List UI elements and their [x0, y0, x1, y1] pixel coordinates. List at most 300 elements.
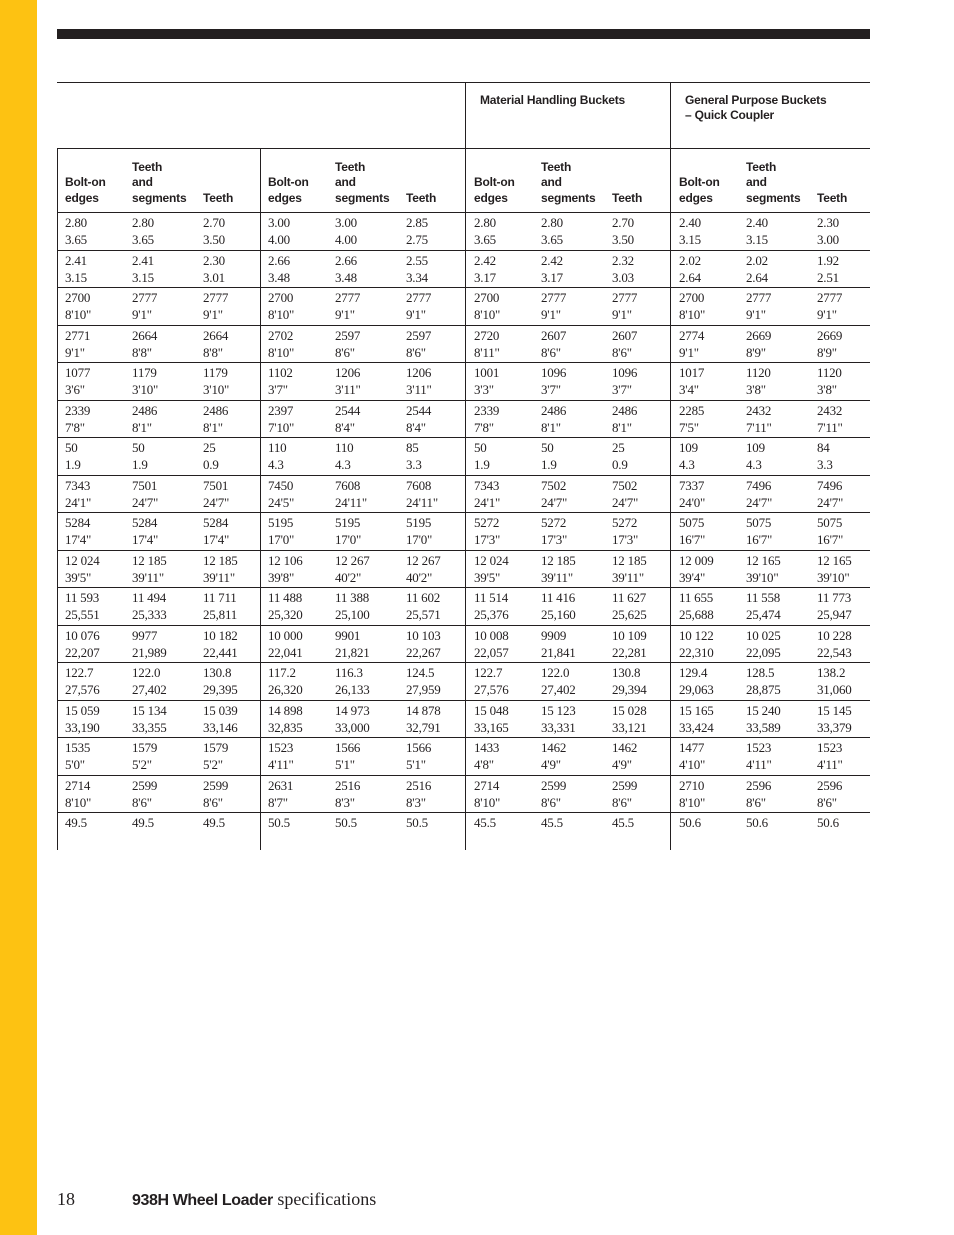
cell-value: 16'7": [679, 532, 706, 547]
divider-2-3-upper: [465, 83, 466, 148]
cell-value: 9'1": [132, 307, 152, 322]
cell-value: 5284: [65, 515, 91, 530]
cell-value: 22,441: [203, 644, 238, 660]
cell-value: 3'6": [65, 382, 85, 397]
cell-value: 5'1": [406, 757, 426, 772]
cell-value: 3'7": [612, 382, 632, 397]
table-cell: [746, 739, 772, 773]
cell-value: 3.48: [268, 269, 290, 285]
cell-value: 3.01: [203, 269, 225, 285]
cell-value: 5272: [612, 515, 638, 530]
row-separator: [57, 587, 870, 588]
table-cell: [268, 252, 290, 286]
cell-value: 33,589: [746, 719, 781, 735]
cell-value: 2.30: [203, 252, 225, 268]
table-cell: [541, 364, 566, 398]
cell-value: 39'10": [817, 569, 850, 585]
cell-value: 12 185: [541, 552, 576, 568]
cell-value: 7501: [203, 477, 229, 493]
cell-value: 2599: [612, 777, 638, 793]
table-cell: [679, 289, 705, 323]
cell-value: 22,057: [474, 644, 509, 660]
cell-value: 22,267: [406, 644, 441, 660]
cell-value: 12 185: [612, 552, 647, 568]
cell-value: 33,146: [203, 719, 238, 735]
cell-value: 25: [612, 440, 625, 455]
cell-value: 10 109: [612, 627, 647, 643]
cell-value: 7501: [132, 477, 158, 493]
cell-value: 2607: [612, 327, 638, 343]
table-cell: [746, 514, 772, 548]
cell-value: 1523: [746, 740, 772, 755]
table-cell: [268, 402, 294, 436]
cell-value: 2285: [679, 402, 705, 418]
table-cell: [406, 289, 431, 323]
cell-value: 8'4": [335, 419, 355, 435]
cell-value: 2.41: [132, 252, 154, 268]
cell-value: 1477: [679, 740, 705, 755]
column-header-line: and: [132, 175, 153, 189]
cell-value: 1206: [406, 365, 432, 380]
cell-value: 24'7": [612, 494, 639, 510]
table-cell: [268, 702, 303, 736]
cell-value: 24'11": [335, 494, 367, 510]
group-header-rule: [57, 148, 870, 149]
row-separator: [57, 287, 870, 288]
cell-value: 29,395: [203, 682, 238, 697]
table-cell: [474, 214, 496, 248]
table-cell: [203, 214, 225, 248]
cell-value: 1.92: [817, 252, 839, 268]
cell-value: 4.00: [268, 232, 290, 247]
cell-value: 2486: [203, 402, 229, 418]
cell-value: 8'8": [132, 344, 152, 360]
table-cell: [746, 214, 768, 248]
cell-value: 11 416: [541, 590, 576, 605]
cell-value: 2710: [679, 777, 705, 793]
table-cell: [132, 214, 154, 248]
column-header-line: and: [746, 175, 767, 189]
cell-value: 2669: [746, 327, 772, 343]
table-cell: [268, 777, 293, 811]
cell-value: 3.15: [679, 232, 701, 247]
cell-value: 45.5: [541, 815, 563, 830]
cell-value: 17'0": [406, 532, 433, 547]
table-cell: [335, 589, 370, 623]
cell-value: 49.5: [65, 815, 87, 830]
table-cell: [817, 439, 833, 473]
row-separator: [57, 812, 870, 813]
table-cell: [268, 214, 290, 248]
cell-value: 8'10": [268, 344, 295, 360]
cell-value: 8'3": [335, 794, 355, 810]
column-header-line: Teeth: [817, 190, 848, 205]
cell-value: 1433: [474, 740, 500, 755]
cell-value: 12 267: [335, 552, 370, 568]
table-cell: [406, 252, 428, 286]
cell-value: 28,875: [746, 682, 781, 697]
table-cell: [203, 289, 228, 323]
cell-value: 21,821: [335, 644, 370, 660]
cell-value: 8'10": [474, 307, 501, 322]
column-header-line: Teeth: [746, 159, 777, 174]
cell-value: 3'10": [203, 382, 230, 397]
cell-value: 9'1": [203, 307, 223, 322]
column-header: [817, 158, 847, 206]
table-cell: [203, 327, 228, 361]
table-cell: [132, 777, 157, 811]
cell-value: 2.64: [746, 269, 768, 285]
table-cell: [268, 439, 286, 473]
table-cell: [203, 814, 225, 831]
table-cell: [679, 702, 714, 736]
cell-value: 9901: [335, 627, 361, 643]
table-cell: [65, 289, 91, 323]
table-cell: [474, 252, 496, 286]
table-cell: [679, 252, 701, 286]
cell-value: 25,571: [406, 607, 441, 622]
table-cell: [817, 327, 842, 361]
column-header-line: Bolt-on: [65, 175, 106, 189]
table-cell: [65, 477, 91, 511]
table-cell: [335, 289, 360, 323]
cell-value: 33,331: [541, 719, 576, 735]
cell-value: 1001: [474, 365, 500, 380]
cell-value: 26,133: [335, 682, 370, 697]
column-header: [746, 158, 800, 206]
table-cell: [612, 739, 637, 773]
table-cell: [335, 627, 370, 661]
cell-value: 2.66: [335, 252, 357, 268]
cell-value: 8'3": [406, 794, 426, 810]
cell-value: 7502: [612, 477, 638, 493]
cell-value: 1579: [203, 740, 229, 755]
table-cell: [746, 289, 771, 323]
cell-value: 1.9: [132, 457, 148, 472]
cell-value: 33,000: [335, 719, 370, 735]
table-cell: [203, 252, 225, 286]
table-cell: [679, 814, 701, 831]
cell-value: 128.5: [746, 665, 775, 680]
cell-value: 5195: [335, 515, 361, 530]
cell-value: 4.3: [335, 457, 351, 472]
cell-value: 8'8": [203, 344, 223, 360]
group-divider-2: [670, 149, 671, 850]
cell-value: 11 488: [268, 590, 303, 605]
table-cell: [817, 252, 839, 286]
cell-value: 32,835: [268, 719, 303, 735]
table-cell: [817, 289, 842, 323]
cell-value: 27,402: [541, 682, 576, 697]
cell-value: 122.0: [541, 665, 570, 680]
column-header-line: segments: [335, 190, 390, 205]
table-cell: [65, 439, 81, 473]
cell-value: 10 076: [65, 627, 100, 643]
table-cell: [132, 702, 167, 736]
cell-value: 4.00: [335, 232, 357, 247]
table-cell: [406, 589, 441, 623]
cell-value: 1120: [746, 365, 771, 380]
cell-value: 2.64: [679, 269, 701, 285]
cell-value: 8'6": [132, 794, 152, 810]
table-cell: [541, 214, 563, 248]
cell-value: 3.65: [65, 232, 87, 247]
table-cell: [335, 402, 360, 436]
column-header-line: Teeth: [406, 190, 437, 205]
table-cell: [679, 327, 704, 361]
table-cell: [474, 289, 500, 323]
cell-value: 9'1": [817, 307, 837, 322]
cell-value: 5075: [746, 515, 772, 530]
cell-value: 10 122: [679, 627, 714, 643]
table-cell: [65, 627, 100, 661]
table-cell: [268, 664, 303, 698]
table-cell: [65, 664, 100, 698]
cell-value: 15 028: [612, 702, 647, 718]
cell-value: 8'7": [268, 794, 288, 810]
column-header: [612, 158, 642, 206]
cell-value: 25,688: [679, 607, 714, 622]
table-cell: [474, 627, 509, 661]
cell-value: 32,791: [406, 719, 441, 735]
cell-value: 2597: [406, 327, 432, 343]
cell-value: 24'7": [541, 494, 568, 510]
table-cell: [612, 364, 637, 398]
cell-value: 8'10": [679, 794, 706, 810]
table-cell: [817, 552, 852, 586]
table-cell: [746, 814, 768, 831]
footer-title-rest: specifications: [272, 1189, 377, 1209]
group-divider-1: [465, 149, 466, 850]
column-header-line: edges: [679, 190, 713, 205]
cell-value: 2714: [474, 777, 500, 793]
cell-value: 8'10": [65, 307, 92, 322]
cell-value: 50.6: [679, 815, 701, 830]
cell-value: 5075: [679, 515, 705, 530]
page-number: 18: [57, 1189, 75, 1209]
cell-value: 22,095: [746, 644, 781, 660]
cell-value: 16'7": [817, 532, 844, 547]
column-header-line: Bolt-on: [679, 175, 720, 189]
table-cell: [65, 214, 87, 248]
table-cell: [406, 402, 431, 436]
cell-value: 45.5: [612, 815, 634, 830]
cell-value: 24'7": [132, 494, 159, 510]
cell-value: 1102: [268, 365, 293, 380]
cell-value: 11 773: [817, 590, 852, 605]
table-cell: [679, 514, 705, 548]
group-header-line: General Purpose Buckets: [685, 93, 827, 107]
table-cell: [541, 777, 566, 811]
table-cell: [474, 364, 499, 398]
cell-value: 1017: [679, 365, 705, 380]
cell-value: 15 240: [746, 702, 781, 718]
table-cell: [474, 814, 496, 831]
table-cell: [817, 627, 852, 661]
table-cell: [474, 552, 509, 586]
cell-value: 2339: [65, 402, 91, 418]
table-cell: [203, 777, 228, 811]
cell-value: 122.7: [65, 665, 94, 680]
cell-value: 1179: [203, 365, 228, 380]
cell-value: 2.42: [541, 252, 563, 268]
column-header-line: segments: [746, 190, 801, 205]
cell-value: 50.6: [817, 815, 839, 830]
cell-value: 17'4": [65, 532, 92, 547]
table-cell: [679, 627, 714, 661]
column-header-line: edges: [474, 190, 508, 205]
cell-value: 1179: [132, 365, 157, 380]
cell-value: 2486: [612, 402, 638, 418]
cell-value: 5'2": [203, 757, 223, 772]
table-cell: [132, 477, 158, 511]
cell-value: 85: [406, 440, 419, 455]
table-cell: [612, 514, 638, 548]
cell-value: 12 106: [268, 552, 303, 568]
table-cell: [406, 214, 428, 248]
table-cell: [268, 477, 294, 511]
cell-value: 3.65: [474, 232, 496, 247]
table-cell: [541, 739, 566, 773]
cell-value: 7343: [474, 477, 500, 493]
table-cell: [335, 702, 370, 736]
cell-value: 12 165: [817, 552, 852, 568]
table-cell: [65, 514, 91, 548]
cell-value: 2771: [65, 327, 91, 343]
cell-value: 3.65: [541, 232, 563, 247]
table-cell: [746, 664, 781, 698]
row-separator: [57, 737, 870, 738]
cell-value: 39'5": [474, 569, 501, 585]
top-rule: [57, 29, 870, 39]
table-cell: [203, 477, 229, 511]
table-cell: [817, 702, 852, 736]
cell-value: 45.5: [474, 815, 496, 830]
cell-value: 8'10": [474, 794, 501, 810]
cell-value: 12 267: [406, 552, 441, 568]
cell-value: 24'0": [679, 494, 706, 510]
table-cell: [679, 589, 714, 623]
table-cell: [474, 402, 499, 436]
cell-value: 2597: [335, 327, 361, 343]
table-cell: [474, 739, 499, 773]
cell-value: 1523: [268, 740, 294, 755]
cell-value: 50: [65, 440, 78, 455]
group-header-3: [685, 93, 826, 123]
cell-value: 39'4": [679, 569, 706, 585]
table-cell: [132, 589, 167, 623]
cell-value: 2777: [817, 290, 843, 305]
cell-value: 4'11": [268, 757, 294, 772]
cell-value: 2599: [541, 777, 567, 793]
table-cell: [268, 814, 290, 831]
table-cell: [612, 214, 634, 248]
row-separator: [57, 437, 870, 438]
cell-value: 4'9": [612, 757, 632, 772]
cell-value: 2486: [541, 402, 567, 418]
cell-value: 33,355: [132, 719, 167, 735]
cell-value: 49.5: [132, 815, 154, 830]
cell-value: 27,576: [474, 682, 509, 697]
cell-value: 25,160: [541, 607, 576, 622]
cell-value: 10 228: [817, 627, 852, 643]
table-cell: [268, 514, 294, 548]
cell-value: 1566: [406, 740, 432, 755]
cell-value: 8'4": [406, 419, 426, 435]
cell-value: 25,625: [612, 607, 647, 622]
cell-value: 21,989: [132, 644, 167, 660]
column-header-line: edges: [268, 190, 302, 205]
cell-value: 8'9": [746, 344, 766, 360]
table-cell: [679, 777, 705, 811]
table-cell: [335, 214, 357, 248]
column-header: [203, 158, 233, 206]
table-cell: [268, 552, 303, 586]
cell-value: 9'1": [612, 307, 632, 322]
cell-value: 11 711: [203, 590, 237, 605]
cell-value: 8'10": [65, 794, 92, 810]
table-cell: [541, 252, 563, 286]
cell-value: 24'11": [406, 494, 438, 510]
table-cell: [612, 664, 647, 698]
column-header-line: Teeth: [203, 190, 234, 205]
table-cell: [406, 739, 431, 773]
cell-value: 2397: [268, 402, 294, 418]
column-header: [268, 158, 309, 206]
cell-value: 9977: [132, 627, 158, 643]
group-header-2: [480, 93, 625, 108]
cell-value: 7502: [541, 477, 567, 493]
column-header: [541, 158, 595, 206]
cell-value: 21,841: [541, 644, 576, 660]
table-cell: [541, 552, 576, 586]
cell-value: 15 165: [679, 702, 714, 718]
cell-value: 50.6: [746, 815, 768, 830]
cell-value: 24'7": [203, 494, 230, 510]
table-cell: [203, 589, 237, 623]
cell-value: 2777: [612, 290, 638, 305]
column-header: [132, 158, 186, 206]
cell-value: 16'7": [746, 532, 773, 547]
cell-value: 39'11": [541, 569, 573, 585]
table-cell: [132, 627, 167, 661]
cell-value: 33,379: [817, 719, 852, 735]
cell-value: 3.3: [406, 457, 422, 472]
cell-value: 39'11": [612, 569, 644, 585]
cell-value: 11 514: [474, 590, 509, 605]
table-cell: [746, 627, 781, 661]
cell-value: 4.3: [746, 457, 762, 472]
cell-value: 3.15: [65, 269, 87, 285]
cell-value: 49.5: [203, 815, 225, 830]
table-cell: [746, 477, 772, 511]
column-header-line: Teeth: [132, 159, 163, 174]
cell-value: 2.30: [817, 215, 839, 230]
cell-value: 130.8: [203, 665, 232, 680]
cell-value: 17'3": [612, 532, 639, 547]
cell-value: 24'7": [817, 494, 844, 510]
cell-value: 2.80: [541, 215, 563, 230]
cell-value: 2544: [335, 402, 361, 418]
cell-value: 116.3: [335, 665, 363, 680]
cell-value: 2.51: [817, 269, 839, 285]
cell-value: 2777: [746, 290, 772, 305]
cell-value: 25,947: [817, 607, 852, 622]
cell-value: 40'2": [335, 569, 362, 585]
cell-value: 3.48: [335, 269, 357, 285]
cell-value: 2.32: [612, 252, 634, 268]
cell-value: 5'0": [65, 757, 85, 772]
